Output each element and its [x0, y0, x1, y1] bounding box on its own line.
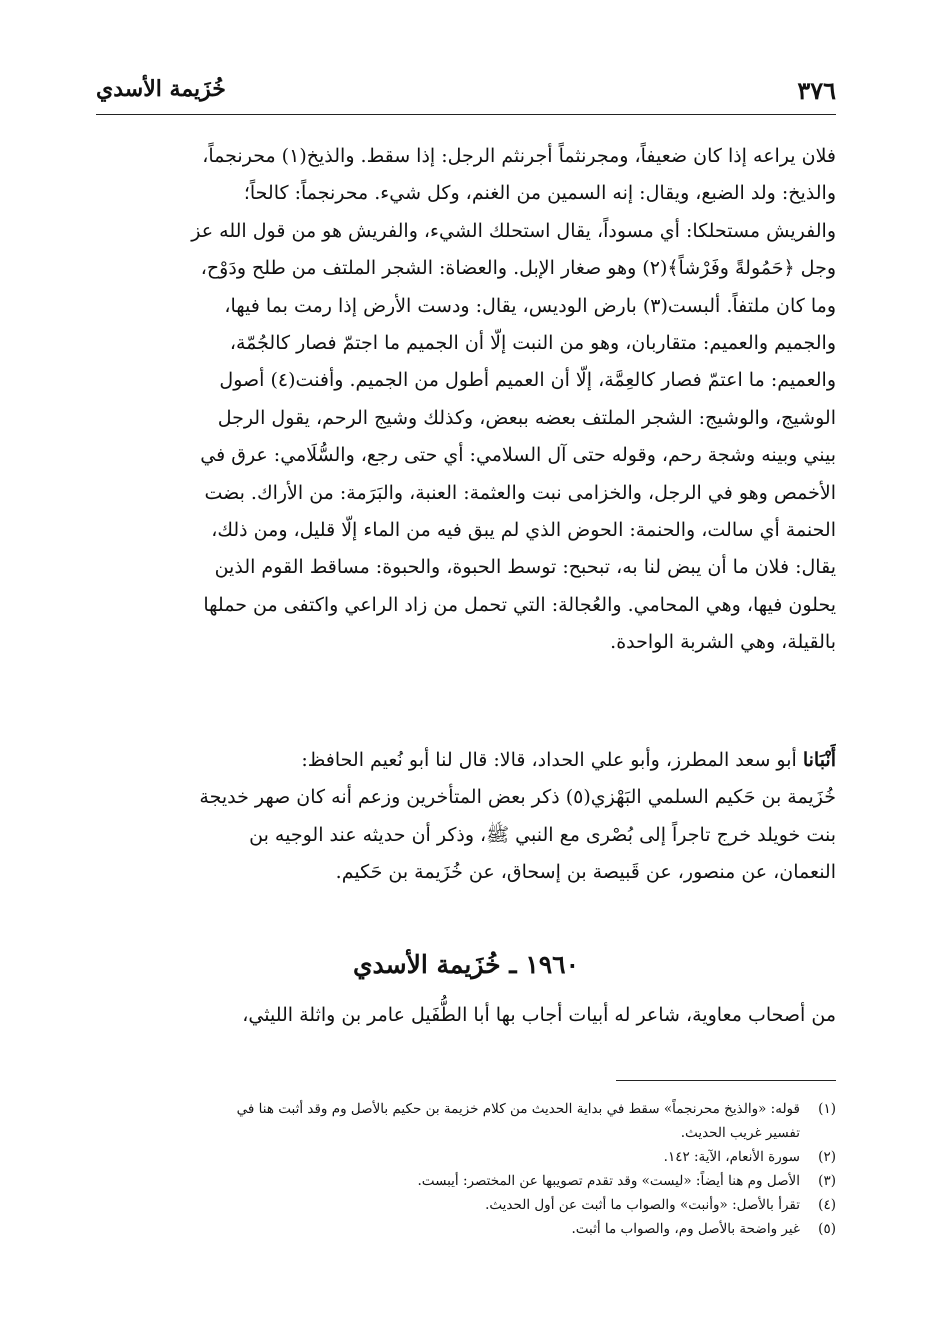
narration-paragraph [96, 742, 836, 892]
footnote [96, 1145, 836, 1169]
text-line: بنت خويلد خرج تاجراً إلى بُصْرى مع النبي ﷺ، وذكر أن حديثه عند الوجيه بن [249, 823, 836, 846]
text-line: يقال: فلان ما أن يبض لنا به، تبحبح: توسط الحبوة، والحبوة: مساقط القوم الذين [214, 556, 836, 579]
footnote [96, 1097, 836, 1121]
footnote-divider [616, 1080, 836, 1081]
text-line: والفريش مستحلكا: أي مسوداً، يقال استحلك الشيء، والفريش هو من قول الله عز [191, 219, 836, 242]
footnote-number: (١) [818, 1101, 836, 1117]
text-line: خُزَيمة بن حَكيم السلمي البَهْزي(٥) ذكر بعض المتأخرين وزعم أنه كان صهر خديجة [199, 786, 836, 809]
glossary-paragraph [96, 138, 836, 661]
footnote-number: (٥) [818, 1221, 836, 1237]
footnote-text: سورة الأنعام، الآية: ١٤٢. [663, 1149, 800, 1165]
footnote [96, 1193, 836, 1217]
footnote-text: تقرأ بالأصل: «وأنبت» والصواب ما أثبت عن أول الحديث. [485, 1197, 800, 1213]
text-line [96, 742, 836, 779]
entry-heading: ١٩٦٠ ـ خُزَيمة الأسدي [352, 950, 580, 979]
text-line: الأخمص وهو في الرجل، والخزامى نبت والعثمة: العنبة، والبَرَمة: من الأراك. بضت [204, 481, 836, 504]
footnote-text: قوله: «والذيخ محرنجماً» سقط في بداية الحديث من كلام خزيمة بن حكيم بالأصل وم وقد أثبت هنا في [236, 1101, 800, 1117]
text-line: الوشيج، والوشيج: الشجر الملتف بعضه ببعض، وكذلك وشيج الرحم، يقول الرجل [217, 406, 836, 429]
text-line: والذيخ: ولد الضبع، ويقال: إنه السمين من الغنم، وكل شيء. محرنجماً: كالحاً؛ [243, 182, 836, 205]
footnote [96, 1169, 836, 1193]
narration-line-text: أبو سعد المطرز، وأبو علي الحداد، قالا: قال لنا أبو نُعيم الحافظ: [301, 749, 803, 771]
footnote-number: (٣) [818, 1173, 836, 1189]
footnote-continuation: تفسير غريب الحديث. [680, 1125, 800, 1141]
footnote-text: الأصل وم هنا أيضاً: «ليست» وقد تقدم تصويبها عن المختصر: أيبست. [417, 1173, 800, 1189]
text-line: بالقيلة، وهي الشربة الواحدة. [610, 631, 836, 654]
text-line: النعمان، عن منصور، عن قَبيصة بن إسحاق، عن خُزَيمة بن حَكيم. [335, 861, 836, 884]
text-line: والجميم والعميم: متقاربان، وهو من النبت إلّا أن الجميم ما اجتمّ فصار كالجُمّة، [229, 331, 836, 354]
running-header [96, 76, 836, 106]
text-line: يحلون فيها، وهي المحامي. والعُجالة: التي تحمل من زاد الراعي واكتفى من حملها [203, 593, 836, 616]
running-title: خُزَيمة الأسدي [96, 76, 226, 102]
text-line: وجل ﴿حَمُولةً وفَرْشاً﴾(٢) وهو صغار الإبل. والعضاة: الشجر الملتف من طلح ودَوْح، [200, 257, 836, 280]
footnote-number: (٤) [818, 1197, 836, 1213]
footnote-text: غير واضحة بالأصل وم، والصواب ما أثبت. [571, 1221, 800, 1237]
text-line: وما كان ملتفاً. ألبست(٣) بارض الوديس، يقال: ودست الأرض إذا رمت بما فيها، [224, 294, 836, 317]
text-line: والعميم: ما اعتمّ فصار كالعِمَّة، إلّا أن العميم أطول من الجميم. وأفنت(٤) أصول [219, 369, 836, 392]
footnote [96, 1217, 836, 1241]
text-line: الحنمة أي سالت، والحنمة: الحوض الذي لم يبق فيه من الماء إلّا قليل، ومن ذلك، [211, 518, 836, 541]
text-line: بيني وبينه وشجة رحم، وقوله حتى آل السلامي: أي حتى رجع، والسُّلَامي: عرق في [200, 444, 836, 467]
footnotes [96, 1097, 836, 1241]
footnote-number: (٢) [818, 1149, 836, 1165]
entry-text: من أصحاب معاوية، شاعر له أبيات أجاب بها أبا الطُّفَيل عامر بن واثلة الليثي، [242, 1004, 836, 1026]
narration-lead: أَنْبَانا [802, 749, 836, 771]
page-number: ٣٧٦ [797, 76, 836, 105]
text-line: فلان يراعه إذا كان ضعيفاً، ومجرنثماً أجرنثم الرجل: إذا سقط. والذيخ(١) محرنجماً، [202, 145, 836, 167]
header-divider [96, 114, 836, 115]
